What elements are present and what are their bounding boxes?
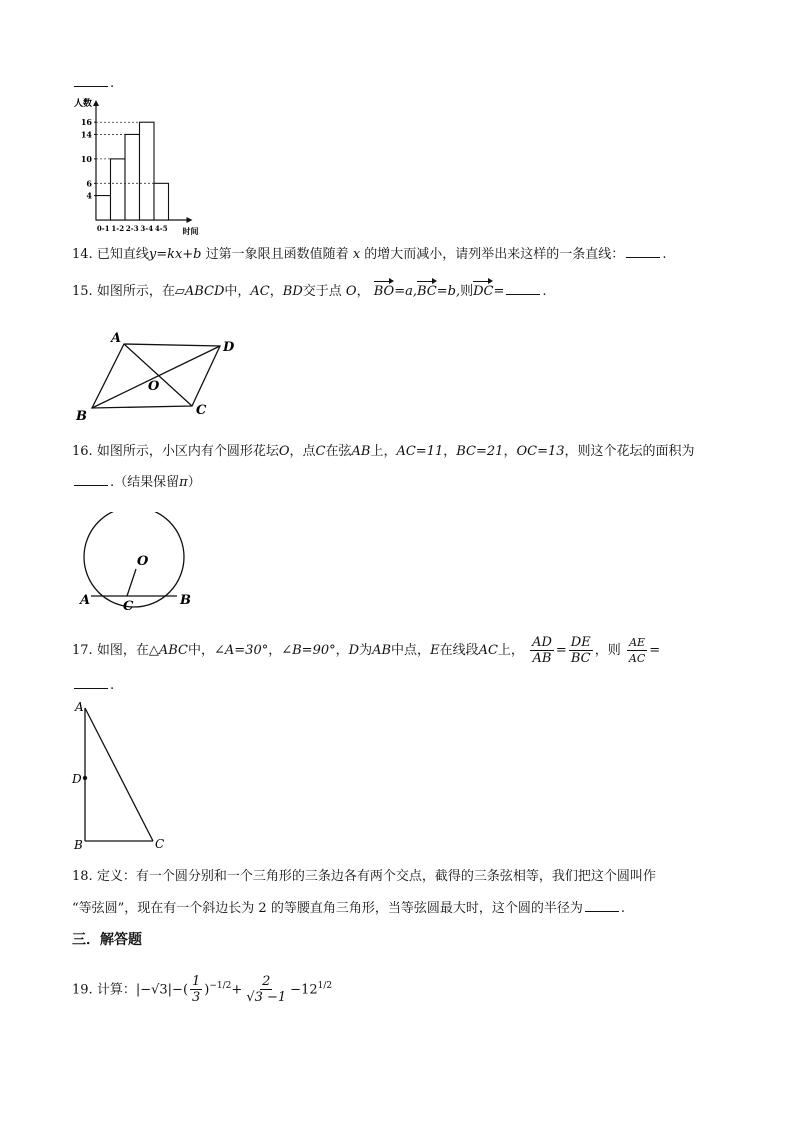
question-19: 19. 计算：|−√3|−( $\frac{1}{3}$ )$^{-1/2}$+ $\frac{2}{√3 -1}$ $-12^{1/2}$ — [72, 974, 333, 1006]
fraction-two-over-root: $\frac{2}{√3 -1}$ — [246, 974, 287, 1006]
parallelogram-figure — [72, 330, 252, 425]
vector-bo: BO — [373, 284, 395, 299]
histogram-bar — [140, 122, 155, 220]
label-c: C — [196, 403, 207, 418]
vector-dc: DC — [473, 284, 494, 299]
fraction-ad-ab: $\frac{AD}{AB}$ — [532, 635, 552, 666]
label-c: C — [155, 837, 165, 851]
question-number: 18. — [72, 869, 93, 884]
y-axis-label: 人数 — [74, 99, 93, 109]
segment-oc — [127, 569, 136, 596]
question-number: 16. — [72, 444, 93, 459]
exponent: −1/2 — [209, 981, 232, 991]
label-a: A — [80, 593, 91, 608]
vector-bc: BC — [416, 284, 437, 299]
side-ac — [85, 708, 153, 841]
point-d — [83, 776, 87, 780]
x-axis-arrow — [187, 217, 193, 223]
histogram-bar — [111, 159, 126, 220]
question-number: 15. — [72, 284, 93, 299]
y-tick-label: 14 — [80, 129, 92, 140]
fraction-one-third: $\frac{1}{3}$ — [192, 974, 201, 1006]
label-b: B — [74, 838, 83, 852]
triangle-figure — [70, 698, 180, 856]
label-o: O — [148, 379, 160, 394]
question-17-line2: . — [72, 676, 114, 695]
answer-blank — [74, 74, 108, 87]
previous-question-tail: . — [72, 74, 114, 93]
exponent: 1/2 — [317, 981, 333, 991]
diagonal-ac — [124, 344, 192, 406]
label-o: O — [137, 554, 149, 569]
y-tick-label: 4 — [86, 190, 92, 201]
answer-blank — [585, 899, 619, 912]
circle-o — [84, 512, 184, 607]
label-a: A — [75, 700, 84, 714]
x-tick-label: 1-2 — [111, 224, 125, 233]
question-17: 17. 如图，在△ABC中，∠A=30°，∠B=90°，D为AB中点，E在线段AC上， $\frac{AD}{AB}$ = $\frac{DE}{BC}$ ，则 $\frac{AE}{AC}$ = — [72, 635, 661, 666]
question-16: 16. 如图所示，小区内有个圆形花坛O，点C在弦AB上，AC=11，BC=21，OC=13，则这个花坛的面积为 — [72, 444, 695, 459]
histogram-plot — [74, 97, 199, 236]
x-tick-label: 0-1 — [96, 224, 110, 233]
histogram-bar — [154, 183, 169, 220]
y-tick-label: 6 — [86, 178, 92, 189]
label-c: C — [123, 599, 134, 614]
question-number: 19. — [72, 982, 93, 998]
histogram-bar — [125, 134, 140, 220]
y-tick-label: 16 — [80, 117, 92, 128]
circle-figure — [72, 512, 202, 617]
fraction-ae-ac: $\frac{AE}{AC}$ — [628, 636, 646, 665]
question-18: 18. 定义：有一个圆分别和一个三角形的三条边各有两个交点，截得的三条弦相等，我们把这个圆叫作 — [72, 869, 656, 884]
question-15: 15. 如图所示，在▱ABCD中，AC，BD交于点 O， BO=a,BC=b,则DC= . — [72, 284, 547, 299]
y-tick-label: 10 — [80, 153, 92, 164]
label-d: D — [72, 772, 82, 786]
answer-blank — [74, 473, 108, 486]
x-tick-label: 2-3 — [125, 224, 139, 233]
question-number: 17. — [72, 643, 93, 658]
x-axis-label: 时间 — [182, 226, 199, 236]
question-16-line2: .（结果保留π） — [72, 473, 201, 492]
x-tick-label: 3-4 — [140, 224, 154, 233]
section-heading-3: 三．解答题 — [72, 932, 142, 948]
fraction-de-bc: $\frac{DE}{BC}$ — [570, 635, 591, 666]
label-d: D — [223, 340, 235, 355]
answer-blank — [506, 282, 540, 295]
question-number: 14. — [72, 247, 93, 262]
question-18-line2: “等弦圆”，现在有一个斜边长为 2 的等腰直角三角形，当等弦圆最大时，这个圆的半径为 . — [72, 901, 625, 916]
label-b: B — [76, 409, 87, 424]
label-a: A — [111, 331, 122, 346]
diagonal-bd — [92, 346, 220, 408]
answer-blank — [626, 245, 660, 258]
y-axis-arrow — [93, 100, 99, 106]
question-14: 14. 已知直线y=kx+b 过第一象限且函数值随着 x 的增大而减小，请列举出来这样的一条直线： . — [72, 247, 667, 262]
histogram-bar — [96, 196, 111, 220]
histogram-chart — [74, 96, 224, 236]
x-tick-label: 4-5 — [154, 224, 168, 233]
label-b: B — [180, 593, 191, 608]
answer-blank — [74, 676, 108, 689]
